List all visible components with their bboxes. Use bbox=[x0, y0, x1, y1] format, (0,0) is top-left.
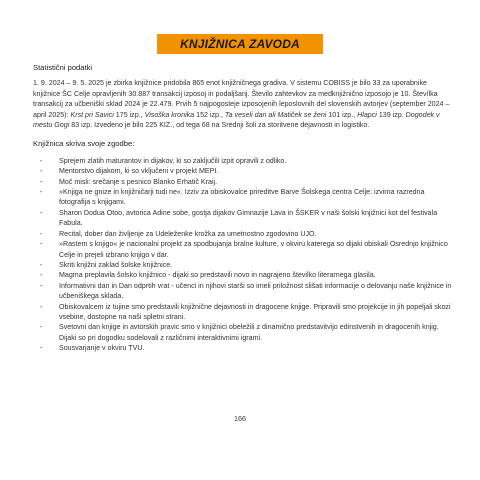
book-title: Ta veseli dan ali Matiček se ženi bbox=[224, 110, 327, 119]
activities-heading: Knjižnica skriva svoje zgodbe: bbox=[33, 139, 135, 149]
stats-text: 83 izp. Izvedeno je bilo 225 KIZ., od tega 68 na Srednji šoli za storitvene dejavnosti in logistiko. bbox=[69, 121, 370, 130]
list-item bbox=[33, 239, 453, 260]
bullet-dash: - bbox=[40, 281, 43, 290]
list-item-text: Sprejem zlatih maturantov in dijakov, ki so zaključili izpit opravili z odliko. bbox=[59, 156, 287, 165]
list-item-text: Obiskovalcem iz tujine smo predstavili knjižnične dejavnosti in dragocene knjige. Pripravili smo projekcije in jih popeljali skozi vsebine, dostopne na naši spletni strani. bbox=[59, 302, 451, 321]
title-banner bbox=[157, 34, 323, 54]
book-title: Visoška kronika bbox=[144, 110, 195, 119]
list-item bbox=[33, 343, 453, 353]
bullet-dash: - bbox=[40, 188, 43, 197]
bullet-dash: - bbox=[40, 229, 43, 238]
list-item bbox=[33, 208, 453, 229]
list-item-text: »Knjiga ne gnize in knjižničarji tudi ne«. Izziv za obiskovalce prireditve Barve Šolskega centra Celje: izvirna razredna fotografija s knjigami. bbox=[59, 188, 425, 207]
list-item-text: Recital, dober dan življenje za Udeleženke krožka za umetnostno zgodovino UJO. bbox=[59, 229, 317, 238]
list-item bbox=[33, 270, 453, 280]
bullet-dash: - bbox=[40, 167, 43, 176]
bullet-dash: - bbox=[40, 260, 43, 269]
bullet-dash: - bbox=[40, 156, 43, 165]
bullet-dash: - bbox=[40, 240, 43, 249]
activities-list bbox=[33, 156, 453, 354]
bullet-dash: - bbox=[40, 208, 43, 217]
list-item bbox=[33, 229, 453, 239]
stats-text: 101 izp., bbox=[326, 110, 358, 119]
stats-heading: Statistični podatki bbox=[33, 63, 93, 72]
list-item bbox=[33, 177, 453, 187]
list-item-text: Magma preplavila šolsko knjižnico - dijaki so predstavili novo in nagrajeno številko literarnega glasila. bbox=[59, 271, 376, 280]
bullet-dash: - bbox=[40, 323, 43, 332]
page-number: 166 bbox=[234, 414, 246, 423]
book-title: Krst pri Savici bbox=[70, 110, 114, 119]
list-item bbox=[33, 166, 453, 176]
bullet-dash: - bbox=[40, 271, 43, 280]
document-body bbox=[33, 63, 453, 354]
stats-paragraph bbox=[33, 78, 453, 130]
list-item bbox=[33, 187, 453, 208]
list-item-text: Skriti knjižni zaklad šolske knjižnice. bbox=[59, 260, 173, 269]
book-title: Hlapci bbox=[357, 110, 377, 119]
stats-text: 152 izp., bbox=[194, 110, 225, 119]
list-item-text: Informativni dan in Dan odprtih vrat - učenci in njihovi starši so imeli priložnost slišati informacije o delovanju naše knjižnice in učbeniškega sklada. bbox=[59, 281, 452, 301]
list-item-text: Svetovni dan knjige in avtorskih pravic smo v knjižnici obeležili z dinamično predstavitvijo edinstvenih in dragocenih knjig. Dijaki so pri dogodku sodelovali z različnimi interaktivnimi igrami. bbox=[59, 323, 439, 342]
list-item-text: »Rastem s knjigo« je nacionalni projekt za spodbujanja bralne kulture, v okviru katerega so dijaki obiskali Osrednjo knjižnico Celje in prejeli izbrano knjigo v dar. bbox=[59, 240, 448, 259]
stats-text: 1. 9. 2024 – 9. 5. 2025 je zbirka knjižnice pridobila 865 enot knjižničnega gradiva. V sistemu COBISS je bilo 33 za uporabnike knjižnice ŠC Celje opravljenih 30.887 transakcij izposoj in podaljšanj. Število zahtevkov za medknjižnično izposojo je 10. Števílka transakcij za učbeniški sklad 2024 je 22.479. bbox=[33, 79, 438, 109]
list-item bbox=[33, 322, 453, 343]
list-item bbox=[33, 281, 453, 302]
list-item-text: Sharon Dodua Otoo, avtorica Adine sobe, gostja dijakov Gimnazije Lava in ŠSKER v naši šolski knjižnici kot del festivala Fabula. bbox=[59, 208, 438, 228]
stats-text: Prvih 5 najpogosteje izposojenih leposlovnih del slovenskih avtorjev (september 2024 – april 2025): bbox=[33, 100, 450, 119]
stats-text: 175 izp., bbox=[113, 110, 145, 119]
list-item-text: Mentorstvo dijakom, ki so vključeni v projekt MEPI. bbox=[59, 167, 219, 176]
bullet-dash: - bbox=[40, 302, 43, 311]
book-title: Dogodek v mestu Gogi bbox=[33, 110, 440, 130]
list-item-text: Moč misli: srečanje s pesnico Blanko Erhatič Kraij. bbox=[59, 177, 218, 186]
list-item bbox=[33, 260, 453, 270]
list-item bbox=[33, 156, 453, 166]
page-title: KNJIŽNICA ZAVODA bbox=[180, 37, 300, 51]
list-item-text: Sousvarjanje v okviru TVU. bbox=[59, 344, 145, 353]
stats-text: 139 izp. bbox=[376, 110, 406, 119]
bullet-dash: - bbox=[40, 177, 43, 186]
list-item bbox=[33, 302, 453, 323]
bullet-dash: - bbox=[40, 344, 43, 353]
